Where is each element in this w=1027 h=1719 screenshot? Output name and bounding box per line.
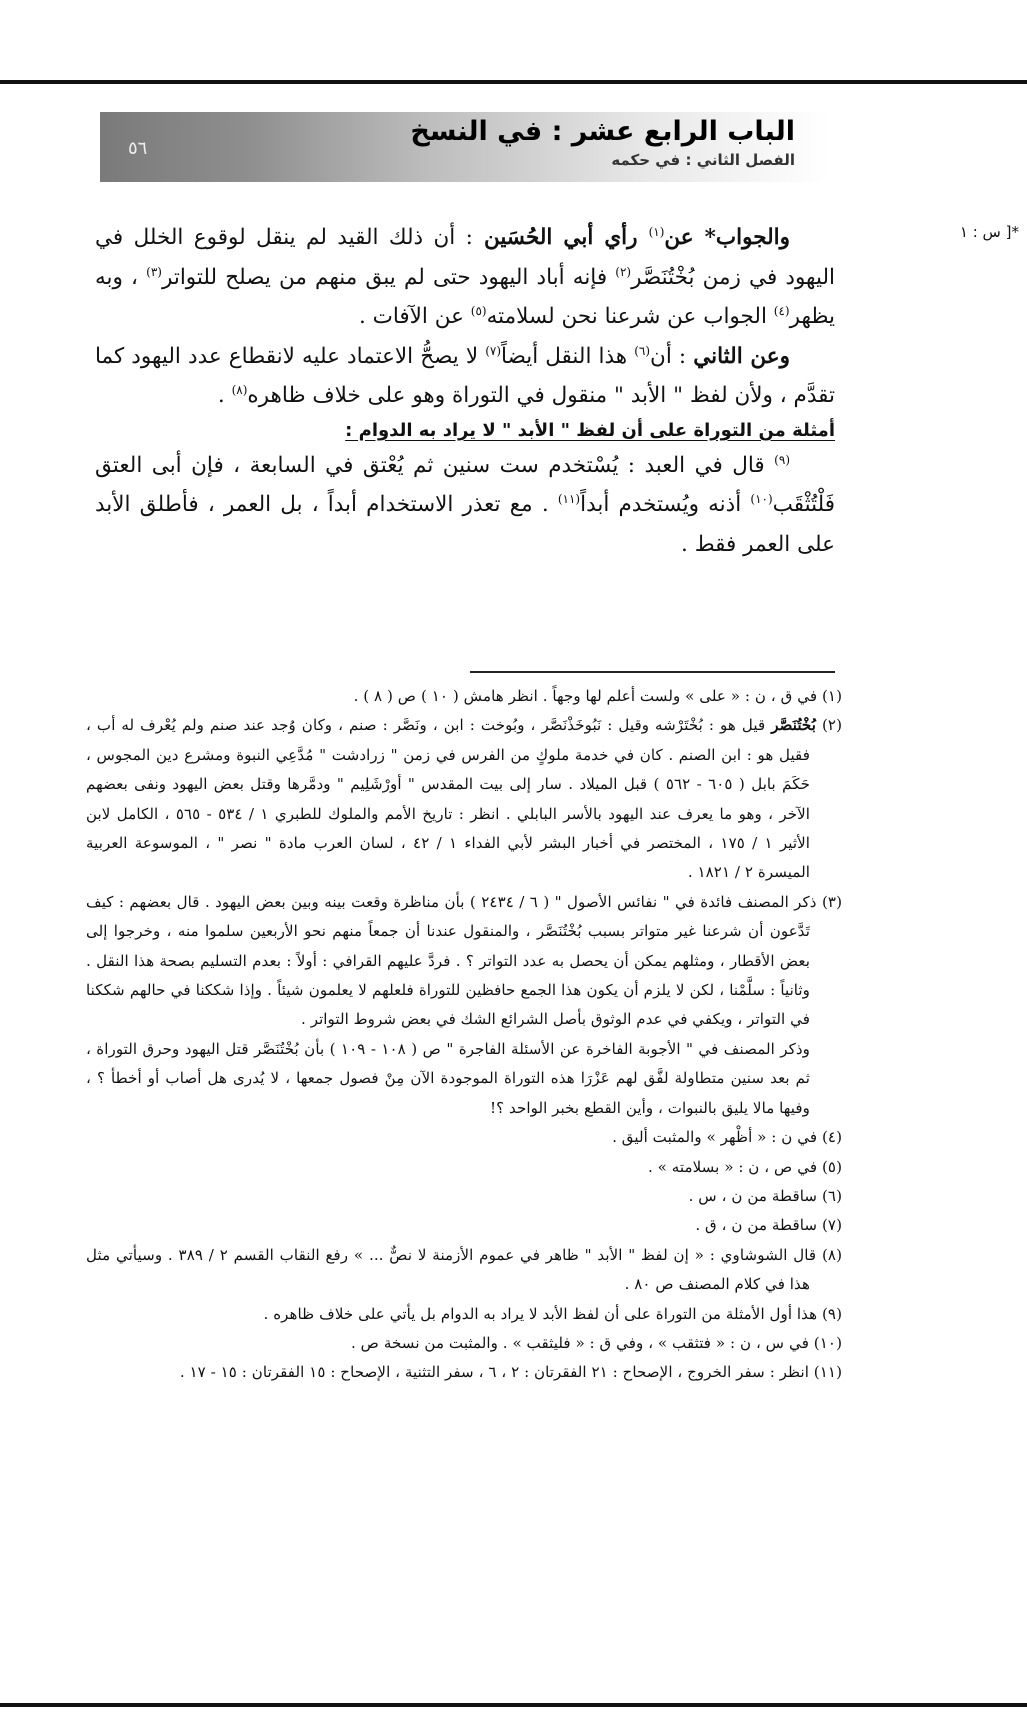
footnote-number: (١٠) [813, 1333, 842, 1352]
top-rule [0, 80, 1027, 84]
paragraph-answer-2 [95, 337, 835, 416]
text-run: : أن ذلك القيد لم ينقل لوقوع الخلل في اليهود في زمن بُخْتُنَصَّر [95, 225, 835, 290]
bottom-rule [0, 1703, 1027, 1707]
footnote-ref[interactable]: (٦) [634, 343, 651, 358]
text-run: الجواب عن شرعنا نحن لسلامته [486, 304, 774, 329]
footnote-5 [86, 1153, 842, 1182]
text-run: عن الآفات . [358, 304, 471, 329]
footnote-3 [86, 888, 842, 1035]
footnote-ref[interactable]: (١١) [557, 491, 581, 506]
footnote-1 [86, 682, 842, 711]
footnote-number: (٩) [821, 1304, 842, 1323]
footnote-separator [470, 671, 835, 673]
text-run: أذنه ويُستخدم أبداً [580, 492, 751, 517]
paragraph-lead: وعن الثاني [693, 343, 791, 369]
main-text [95, 218, 835, 564]
footnote-2 [86, 711, 842, 887]
footnote-ref[interactable]: (٨) [231, 382, 248, 397]
footnote-text: وذكر المصنف في " الأجوبة الفاخرة عن الأسئلة الفاجرة " ص ( ١٠٨ - ١٠٩ ) بأن بُخْتُنَصَّر قتل اليهود وحرق التوراة ، ثم بعد سنين متطاولة لفَّق لهم عَزْرَا هذه التوراة الموجودة الآن مِنْ فصول جمعها ، لا يُدرى هل أصاب أو أخطأ ؟ ، وفيها مالا يليق بالنبوات ، وأين القطع بخبر الواحد ؟! [86, 1039, 810, 1117]
paragraph-lead: والجواب* عن [664, 225, 790, 250]
text-run: ، وبه يظهر [95, 264, 835, 329]
text-run: فإنه أباد اليهود حتى لم يبق منهم من يصلح للتواتر [161, 264, 616, 290]
footnote-ref[interactable]: (٧) [485, 343, 502, 358]
text-run: لا يصحُّ الاعتماد عليه لانقطاع عدد اليهود كما تقدَّم ، ولأن لفظ " الأبد " منقول في التوراة وهو على خلاف ظاهره [95, 343, 835, 408]
footnote-ref[interactable]: (٤) [773, 303, 790, 318]
footnote-number: (٣) [821, 892, 842, 911]
footnote-ref[interactable]: (٩) [774, 452, 790, 467]
footnote-text: في ق ، ن : « على » ولست أعلم لها وجهاً . انظر هامش ( ١٠ ) ص ( ٨ ) . [353, 687, 818, 705]
text-run: . مع تعذر الاستخدام أبداً ، بل العمر ، فأطلق الأبد على العمر فقط . [95, 492, 835, 557]
footnote-number: (١) [821, 687, 842, 705]
footnote-text: قال الشوشاوي : « إن لفظ " الأبد " ظاهر في عموم الأزمنة لا نصٌّ ... » رفع النقاب القسم ٢ / ٣٨٩ . وسيأتي مثل هذا في كلام المصنف ص ٨٠ . [86, 1245, 817, 1294]
section-heading: أمثلة من التوراة على أن لفظ " الأبد " لا يراد به الدوام : [345, 419, 835, 441]
footnote-number: (٢) [821, 716, 842, 735]
text-run: هذا النقل أيضاً [501, 343, 635, 369]
footnote-6 [86, 1182, 842, 1211]
footnote-text: هذا أول الأمثلة من التوراة على أن لفظ الأبد لا يراد به الدوام بل يأتي على خلاف ظاهره . [263, 1304, 818, 1323]
footnote-number: (٧) [821, 1216, 842, 1235]
footnote-11 [86, 1358, 842, 1387]
text-run: . [217, 383, 232, 408]
text-run: : أن [650, 343, 694, 369]
footnote-text: في س ، ن : « فتثقب » ، وفي ق : « فليثقب » . والمثبت من نسخة ص . [351, 1333, 809, 1352]
footnote-text: ذكر المصنف فائدة في " نفائس الأصول " ( ٦ / ٢٤٣٤ ) بأن مناظرة وقعت بينه وبين بعض اليهود . قال بعضهم : كيف تَدَّعون أن شرعنا غير متواتر بسبب بُخْتُنَصَّر ، والمنقول عندنا أن جمعاً منهم نحو الأربعين سلموا منه ، وخرجوا إلى بعض الأقطار ، ومثلهم يمكن أن يحصل به عدد التواتر ؟ . فردَّ عليهم القرافي : أولاً : بعدم التسليم بصحة هذا النقل . وثانياً : سلَّمْنا ، لكن لا يلزم أن يكون هذا الجمع حافظين للتوراة فلعلهم لا يعلمون شيئاً . وإذا شككنا في حالهم شككنا في التواتر ، ويكفي في عدم الوثوق بأصل الشرائع الشك في بعض شروط التواتر . [86, 892, 817, 1029]
footnote-4 [86, 1123, 842, 1152]
bold-phrase: رأي أبي الحُسَين [472, 225, 649, 250]
footnote-ref[interactable]: (٥) [470, 303, 487, 318]
footnote-number: (٤) [821, 1128, 842, 1147]
text-run: قال في العبد : يُسْتخدم ست سنين ثم يُعْتق في السابعة ، فإن أبى العتق فَلْتُثْقَب [95, 452, 835, 517]
footnote-text: في ن : « أظْهر » والمثبت أليق . [612, 1128, 818, 1147]
footnote-number: (٦) [821, 1186, 842, 1205]
footnote-8 [86, 1241, 842, 1300]
footnote-text: انظر : سفر الخروج ، الإصحاح : ٢١ الفقرتان : ٢ ، ٦ ، سفر التثنية ، الإصحاح : ١٥ الفقرتان : ١٥ - ١٧ . [179, 1363, 809, 1382]
footnote-text: ساقطة من ن ، س . [688, 1186, 818, 1205]
footnote-text: قيل هو : بُخْتَرْشه وقيل : نَبُوخَذْنَصَّر ، وبُوخت : ابن ، ونَصَّر : صنم ، وكان وُجد عند صنم ولم يُعْرف له أب ، فقيل هو : ابن الصنم . كان في خدمة ملوكٍ من الفرس في زمن " زرادشت " مُدَّعِي النبوة ومشرع دين المجوس ، حَكَمَ بابل ( ٦٠٥ - ٥٦٢ ) قبل الميلاد . سار إلى بيت المقدس " أورْشَلِيم " ودمَّرها وقتل بعض اليهود ونفى بعضهم الآخر ، وهو ما يعرف عند اليهود بالأسر البابلي . انظر : تاريخ الأمم والملوك للطبري ١ / ٥٣٤ - ٥٦٥ ، الكامل لابن الأثير ١ / ١٧٥ ، المختصر في أخبار البشر لأبي الفداء ١ / ٤٢ ، لسان العرب مادة " نصر " ، الموسوعة العربية الميسرة ٢ / ١٨٢١ . [86, 716, 811, 882]
footnote-10 [86, 1329, 842, 1358]
footnote-7 [86, 1211, 842, 1240]
manuscript-page-marker: *[ س : ١ [959, 223, 1019, 241]
footnote-number: (٥) [821, 1157, 842, 1176]
footnote-text: في ص ، ن : « بسلامته » . [647, 1157, 818, 1176]
footnote-ref[interactable]: (١٠) [750, 491, 773, 506]
footnote-3-continuation [86, 1035, 842, 1123]
footnote-9 [86, 1300, 842, 1329]
chapter-title: الباب الرابع عشر : في النسخ [410, 116, 795, 147]
page-number: ٥٦ [128, 138, 148, 159]
paragraph-example [95, 446, 835, 565]
footnote-text: ساقطة من ن ، ق . [695, 1216, 818, 1235]
footnote-ref[interactable]: (٣) [146, 264, 162, 279]
footnote-term: بُخْتُنَصَّر [771, 716, 816, 735]
chapter-subtitle: الفصل الثاني : في حكمه [611, 151, 795, 169]
footnote-number: (٨) [821, 1245, 842, 1264]
footnote-ref[interactable]: (١) [648, 224, 665, 239]
footnotes [86, 682, 842, 1388]
footnote-number: (١١) [813, 1363, 842, 1382]
footnote-ref[interactable]: (٢) [615, 264, 632, 279]
paragraph-answer-1 [95, 218, 835, 337]
